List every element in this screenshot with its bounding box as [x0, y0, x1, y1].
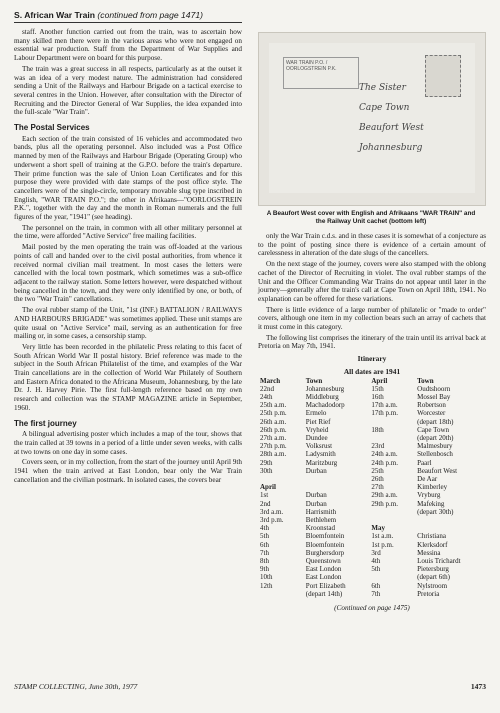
table-row — [258, 467, 486, 475]
table-cell: Louis Trichardt — [417, 557, 461, 566]
table-cell — [369, 508, 415, 516]
table-cell: Durban — [305, 466, 327, 475]
section-heading: The Postal Services — [14, 123, 90, 133]
table-cell: 17th p.m. — [371, 409, 398, 418]
table-row — [258, 409, 486, 417]
table-row — [258, 500, 486, 508]
table-cell: East London — [305, 565, 342, 574]
table-cell: 25th p.m. — [260, 409, 287, 418]
table-row — [258, 573, 486, 581]
section-heading: The first journey — [14, 418, 77, 428]
table-row — [258, 450, 486, 458]
paragraph: The personnel on the train, in common with all other military personnel at the time, were afforded "Active Service" free mailing facilities. — [14, 223, 242, 241]
table-cell — [304, 475, 370, 483]
paragraph: Mail posted by the men operating the train was off-loaded at the various points of call and handed over to the civil postal authorities, from whence it received normal civilian mail treatment. In most cases the letters were cancelled with the local town postmark, which sometimes was a sub-office adjacent to the railway station. Some letters however, were despatched without being cancelled in the town, and they were only identified by one, or both, of the two "War Train" cancellations. — [14, 243, 242, 304]
table-cell — [369, 418, 415, 426]
table-cell — [369, 516, 415, 524]
table-row — [258, 426, 486, 434]
table-cell: 24th — [260, 392, 273, 401]
publication-line: STAMP COLLECTING, June 30th, 1977 — [14, 682, 138, 691]
table-cell: Middleburg — [305, 392, 339, 401]
paragraph: Each section of the train consisted of 16 vehicles and accommodated two bands, plus all the operating personnel. Also included was a Post Office manned by men of the Railways and Harbour Brigade (Operating Group) who underwent a short spell of training at the G.P.O. before the train's departure. Their prime function was the sale of Union Loan Certificates and for this purpose they were provided with date stamps of the post office style. The cancellers were of the single-circle, temporary movable slug type inscribed in English, "WAR TRAIN P.O."; the other in Afrikaans—"OORLOGSTREIN P.K.", together with the day and the month in Roman numerals and the full figures of the year, "1941" (see heading). — [14, 134, 242, 222]
table-cell: 23rd — [371, 442, 385, 451]
paragraph: only the War Train c.d.s. and in these cases it is somewhat of a conjecture as to the point of posting since there is evidence of a certain amount of carelessness in alteration of the date slugs of the cancellers. — [258, 232, 486, 258]
table-cell — [415, 524, 486, 532]
table-cell: 9th — [260, 565, 269, 574]
table-cell: 12th — [260, 581, 273, 590]
article-title: S. African War Train — [14, 10, 96, 20]
table-cell: East London — [305, 573, 342, 582]
table-cell — [304, 483, 370, 491]
table-row — [258, 475, 486, 483]
table-row — [258, 549, 486, 557]
table-row — [258, 565, 486, 573]
table-cell: 7th — [260, 548, 269, 557]
table-cell: 16th — [371, 392, 384, 401]
table-row — [258, 418, 486, 426]
table-cell: 28th a.m. — [260, 450, 287, 459]
table-cell: 27th — [371, 483, 384, 492]
table-row — [258, 434, 486, 442]
table-cell: 4th — [260, 524, 269, 533]
itinerary-title: Itinerary — [357, 354, 387, 364]
table-cell: Bethlehem — [305, 516, 337, 524]
table-header: April — [371, 376, 388, 385]
table-cell: 10th — [260, 573, 273, 582]
table-cell: Mossel Bay — [417, 392, 451, 401]
table-cell: 25th — [371, 466, 384, 475]
table-cell — [258, 475, 304, 483]
table-cell: April — [260, 483, 276, 492]
table-cell: Klerksdorf — [417, 540, 448, 549]
table-cell: Robertson — [417, 401, 446, 410]
table-cell: Machadodorp — [305, 401, 345, 410]
table-cell: 1st — [260, 491, 269, 500]
table-cell: May — [371, 524, 385, 533]
paragraph: The following list comprises the itinerary of the train until its arrival back at Pretoria on May 7th, 1941. — [258, 333, 486, 351]
table-cell: (depart 20th) — [417, 433, 454, 442]
page-number: 1473 — [470, 682, 486, 691]
table-cell: Worcester — [417, 409, 446, 418]
table-cell: 26th p.m. — [260, 425, 287, 434]
paragraph: Very little has been recorded in the philatelic Press relating to this facet of South African World War II postal history. Brief reference was made to the subject in the South African Philatelist of the time, and examples of the War Train cancellations are in the collection of World War Philately of Southern and Eastern Africa donated to the Africana Museum, Johannesburg, by the late Dr. J. H. Harvey Pirie. The first full-length reference based on my own research and collection was the STAMP MAGAZINE article in September, 1960. — [14, 342, 242, 412]
paragraph: There is little evidence of a large number of philatelic or "made to order" covers, although one item in my collection bears such an array of cachets that it must come in this category. — [258, 305, 486, 332]
paragraph: staff. Another function carried out from the train, was to ascertain how many skilled men there were in the various areas who were not engaged on essential war production. Staff from the Department of War Supplies and Labour Department were on board for this purpose. — [14, 28, 242, 63]
table-cell: 25th a.m. — [260, 401, 287, 410]
table-cell: Kimberley — [417, 483, 448, 492]
itinerary-subtitle: All dates are 1941 — [343, 366, 401, 376]
table-cell: Port Elizabeth — [305, 581, 346, 590]
table-cell: 26th a.m. — [260, 417, 287, 426]
table-row — [258, 393, 486, 401]
table-cell: Beaufort West — [417, 466, 458, 475]
left-column — [14, 28, 242, 486]
address-line: Cape Town — [359, 103, 410, 113]
table-cell: Cape Town — [417, 425, 450, 434]
table-cell: Malmesbury — [417, 442, 453, 451]
itinerary-table — [258, 377, 486, 598]
table-cell — [258, 590, 304, 598]
table-cell: Queenstown — [305, 557, 341, 566]
table-cell: 18th — [371, 425, 384, 434]
table-cell: 7th — [371, 589, 381, 598]
table-cell: 5th — [260, 532, 269, 541]
table-header: Town — [417, 376, 434, 385]
table-row — [258, 491, 486, 499]
table-header: March — [260, 376, 281, 385]
table-cell: Pietersburg — [417, 565, 449, 574]
table-row — [258, 442, 486, 450]
photo-caption: A Beaufort West cover with English and Afrikaans "WAR TRAIN" and the Railway Unit cachet (bottom left) — [266, 210, 476, 225]
address-line: The Sister — [359, 83, 406, 93]
table-cell: 29th p.m. — [371, 499, 398, 508]
table-row — [258, 557, 486, 565]
page-footer — [14, 682, 486, 691]
table-cell: Bloemfontein — [305, 532, 345, 541]
envelope — [269, 43, 475, 193]
table-cell: 2nd — [260, 499, 271, 508]
table-row — [258, 524, 486, 532]
table-cell: Vryheid — [305, 425, 329, 434]
table-cell: Nylstroom — [417, 581, 448, 590]
table-cell: 3rd — [371, 548, 381, 557]
table-cell: 15th — [371, 384, 384, 393]
paragraph: Covers seen, or in my collection, from the start of the journey until April 9th 1941 when the train arrived at East London, bear only the War Train cancellation and the civilian postmark. In isolated cases, the covers bear — [14, 458, 242, 484]
table-row — [258, 401, 486, 409]
table-cell: Pretoria — [417, 589, 440, 598]
table-cell: Stellenbosch — [417, 450, 453, 459]
table-cell — [415, 516, 486, 524]
table-cell: (depart 6th) — [417, 573, 451, 582]
table-cell: 30th — [260, 466, 273, 475]
table-cell: Oudtshoorn — [417, 384, 451, 393]
table-cell: 29th — [260, 458, 273, 467]
table-cell: 17th a.m. — [371, 401, 398, 410]
table-cell: Volksrust — [305, 442, 333, 451]
table-cell — [369, 434, 415, 442]
table-cell: Christiana — [417, 532, 446, 541]
table-cell: 27th a.m. — [260, 433, 287, 442]
table-cell: 4th — [371, 557, 381, 566]
table-cell: 29th a.m. — [371, 491, 398, 500]
table-cell: Burghersdorp — [305, 548, 345, 557]
table-cell: Messina — [417, 548, 441, 557]
table-cell: Harrismith — [305, 507, 337, 516]
table-cell: 27th p.m. — [260, 442, 287, 451]
article-header — [14, 10, 242, 23]
table-cell: 1st a.m. — [371, 532, 394, 541]
table-cell: 26th — [371, 474, 384, 483]
postage-stamp — [425, 55, 461, 97]
table-cell: Johannesburg — [305, 384, 345, 393]
continued-note: (Continued on page 1475) — [334, 604, 410, 613]
table-cell: Dundee — [305, 433, 328, 442]
table-cell: Durban — [305, 499, 327, 508]
table-cell: (depart 14th) — [305, 589, 343, 598]
table-cell: Durban — [305, 491, 327, 500]
table-cell: Vryburg — [417, 491, 441, 500]
table-row — [258, 582, 486, 590]
table-cell: 5th — [371, 565, 381, 574]
table-cell: Kroonstad — [305, 524, 335, 533]
table-cell: Mafeking — [417, 499, 445, 508]
continued-from: (continued from page 1471) — [97, 10, 204, 20]
article-page — [14, 10, 486, 700]
paragraph: The oval rubber stamp of the Unit, "1st (INF.) BATTALION / RAILWAYS AND HARBOURS BRIGADE" was sometimes applied. These unit stamps are quite usual on "Active Service" mail, serving as an authentication for free mailing or, in some cases, a censorship stamp. — [14, 306, 242, 341]
table-row — [258, 590, 486, 598]
table-cell: Ladysmith — [305, 450, 336, 459]
table-cell: 1st p.m. — [371, 540, 394, 549]
table-cell: 3rd p.m. — [260, 516, 284, 524]
address-line: Johannesburg — [359, 143, 423, 153]
table-row — [258, 483, 486, 491]
table-cell: 6th — [260, 540, 269, 549]
table-cell: (depart 30th) — [417, 507, 454, 516]
table-cell: Maritzburg — [305, 458, 338, 467]
table-row — [258, 508, 486, 516]
table-cell: 24th a.m. — [371, 450, 398, 459]
table-cell: 22nd — [260, 384, 274, 393]
table-cell: 6th — [371, 581, 381, 590]
paragraph: A bilingual advertising poster which includes a map of the tour, shows that the train called at 39 towns in a period of a little under seven weeks, with calls at two towns on one day in some cases. — [14, 430, 242, 456]
table-cell: 24th p.m. — [371, 458, 398, 467]
table-row — [258, 532, 486, 540]
address-line: Beaufort West — [359, 123, 424, 133]
table-cell: 3rd a.m. — [260, 507, 284, 516]
paragraph: On the next stage of the journey, covers were also stamped with the oblong cachet of the Director of Recruiting in violet. The oval rubber stamps of the Unit and the Officer Commanding War Trains do not appear until later in the journey—generally after the train's call at Cape Town on April 18th, 1941. No explanation can be offered for these variations. — [258, 260, 486, 303]
table-row — [258, 385, 486, 393]
table-cell: Ermelo — [305, 409, 327, 418]
table-cell: (depart 18th) — [417, 417, 454, 426]
table-cell — [369, 573, 415, 581]
table-cell: Paarl — [417, 458, 432, 467]
paragraph: The train was a great success in all respects, particularly as at the outset it was an idea of a very modest nature. The administration had considered sending a Unit of the Railways and Harbour Brigade on a tactical exercise to several centres in the Union. However, after consultation with the Director of Recruiting and the Director General of War Supplies, the idea expanded into the full-scale "War Train". — [14, 64, 242, 117]
table-row — [258, 541, 486, 549]
table-row — [258, 459, 486, 467]
table-row — [258, 516, 486, 524]
table-cell: De Aar — [417, 474, 438, 483]
table-cell: Bloemfontein — [305, 540, 345, 549]
right-column — [258, 232, 486, 613]
cover-photo — [258, 32, 486, 206]
war-train-cachet: WAR TRAIN P.O. / OORLOGSTREIN P.K. — [283, 57, 359, 89]
table-header: Town — [305, 376, 323, 385]
table-cell: 8th — [260, 557, 269, 566]
table-cell: Piet Rief — [305, 417, 331, 426]
